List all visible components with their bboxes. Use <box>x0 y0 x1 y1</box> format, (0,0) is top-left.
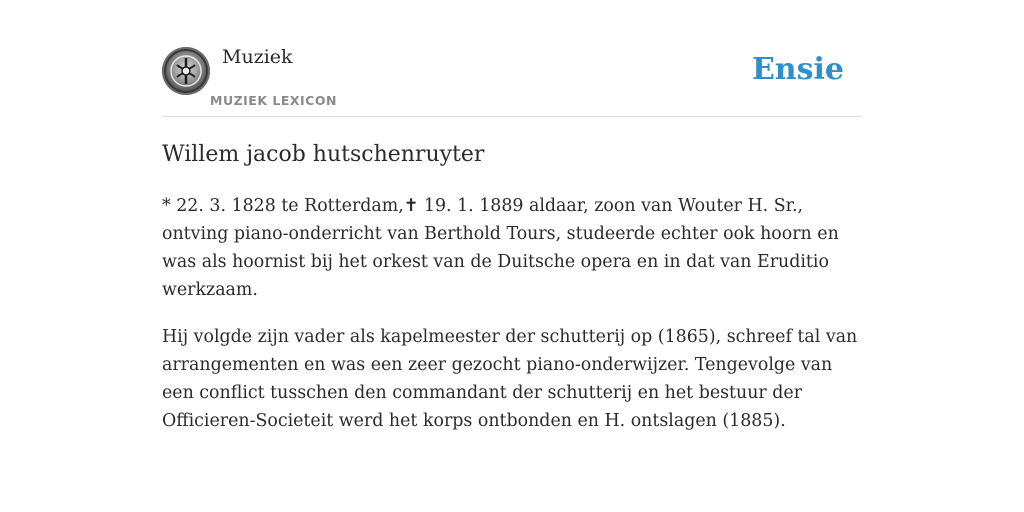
source-title[interactable]: Muziek <box>222 46 293 68</box>
article-title: Willem jacob hutschenruyter <box>162 142 485 167</box>
source-header <box>162 44 862 117</box>
article-paragraph: * 22. 3. 1828 te Rotterdam,✝ 19. 1. 1889 aldaar, zoon van Wouter H. Sr., ontving piano-onderricht van Berthold Tours, studeerde echter ook hoorn en was als hoornist bij het orkest van de Duitsche opera en in dat van Eruditio werkzaam. <box>162 196 839 300</box>
article-paragraph: Hij volgde zijn vader als kapelmeester der schutterij op (1865), schreef tal van arrangementen en was een zeer gezocht piano-onderwijzer. Tengevolge van een conflict tusschen den commandant der schutterij en het bestuur der Officieren-Societeit werd het korps ontbonden en H. ontslagen (1885). <box>162 327 858 431</box>
music-emblem-icon[interactable] <box>162 47 210 95</box>
source-subtitle[interactable]: MUZIEK LEXICON <box>210 93 337 108</box>
article <box>162 138 862 454</box>
brand-logo[interactable]: Ensie <box>751 52 844 87</box>
